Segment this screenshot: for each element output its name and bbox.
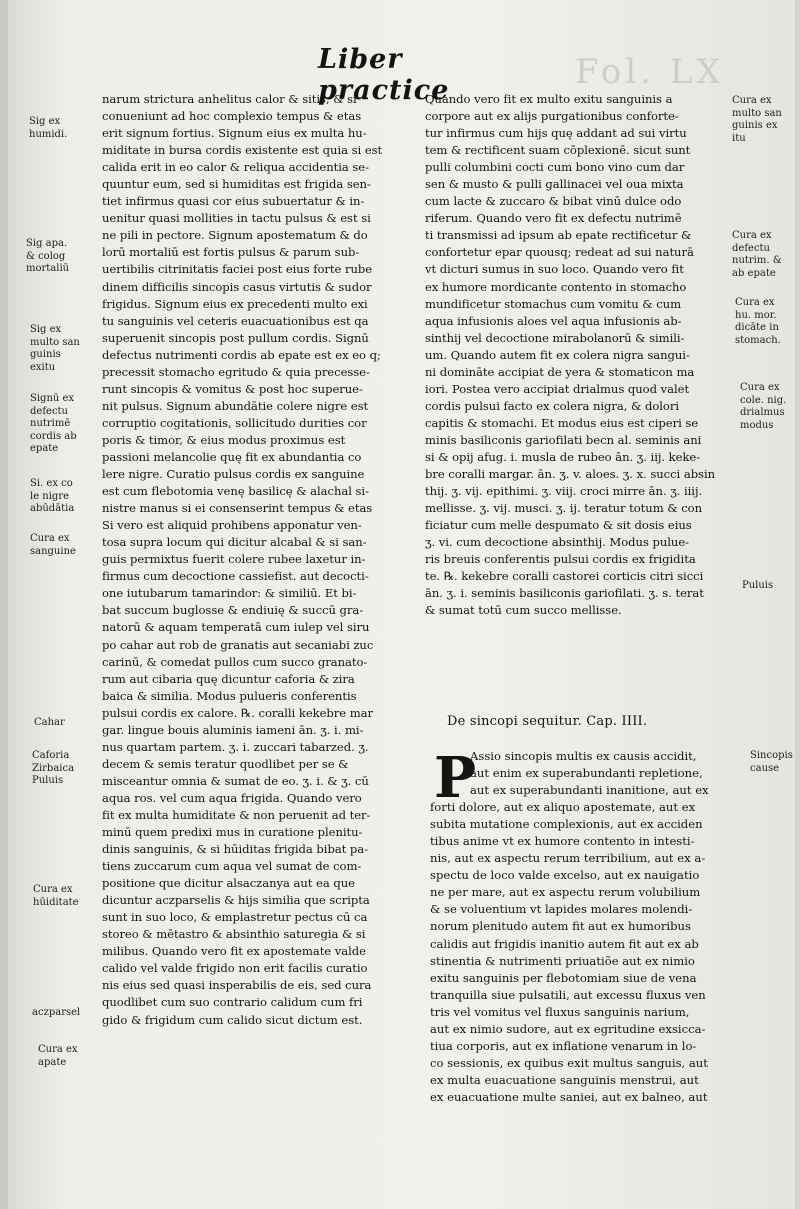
text-line: tur infirmus cum hijs quę addant ad sui virtu [425,126,687,141]
text-line: ān. ʒ. i. seminis basiliconis gariofilati. ʒ. s. terat [425,586,704,601]
text-line: te. ℞. kekebre coralli castorei corticis citri sicci [425,569,704,584]
text-line: calido vel valde frigido non erit facilis curatio [102,961,368,976]
text-line: superuenit sincopis post pullum cordis. Signū [102,330,369,345]
margin-note-line: guinis [30,349,61,360]
text-line: carinū, & comedat pullos cum succo granato- [102,654,368,669]
text-line: gido & frigidum cum calido sicut dictum est. [102,1012,363,1027]
text-line: mellisse. ʒ. vij. musci. ʒ. ij. teratur totum & con [425,501,702,516]
text-line: bre coralli margar. ān. ʒ. v. aloes. ʒ. x. succi absin [425,467,716,482]
text-line: nis eius sed quasi insperabilis de eis, sed cura [102,978,372,993]
text-line: tu sanguinis vel ceteris euacuationibus est qa [102,313,369,328]
margin-note-line: Puluis [32,775,64,786]
text-line: corruptio cogitationis, sollicitudo durities cor [102,415,367,430]
text-line: capitis & stomachi. Et modus eius est ciperi se [425,415,699,430]
margin-note-line: Sig apa. [26,238,68,249]
text-line: frigidus. Signum eius ex precedenti multo exi [102,296,368,311]
text-line: vt dicturi sumus in suo loco. Quando vero fit [425,262,684,277]
margin-note-line: guinis ex [732,120,778,131]
margin-note-line: epate [30,443,59,454]
margin-note-line: cole. nig. [740,394,787,406]
margin-note-line: Cura ex [740,382,780,393]
margin-note-cahar [34,717,65,730]
text-line: aqua ros. vel cum aqua frigida. Quando vero [102,790,362,805]
margin-note-line: Cura ex [30,533,70,544]
margin-note-line: Cura ex [38,1044,78,1055]
text-line: Quando vero fit ex multo exitu sanguinis a [425,92,673,106]
text-line: baica & similia. Modus pulueris conferentis [102,688,357,703]
chapter-text-line: spectu de loco valde excelso, aut ex nauigatio [430,868,700,883]
margin-note-line: & colog [26,250,66,262]
text-line: uenitur quasi mollities in tactu pulsus & est si [102,211,371,226]
text-line: misceantur omnia & sumat de eo. ʒ. i. & ʒ. cū [102,773,369,788]
chapter-text-line: aut enim ex superabundanti repletione, [470,766,703,781]
chapter-text-line: forti dolore, aut ex aliquo apostemate, aut ex [430,800,696,815]
text-line: ficiatur cum melle despumato & sit dosis eius [425,518,692,533]
text-line: riferum. Quando vero fit ex defectu nutrimē [425,211,682,226]
margin-note-line: Sincopis [750,750,793,761]
margin-note-line: defectu [732,242,770,254]
margin-note-line: Sig ex [29,116,61,127]
margin-note-puluis [742,580,773,593]
text-line: ʒ. vi. cum decoctione absinthij. Modus pulue- [425,535,690,550]
text-line: gar. lingue bouis aluminis iameni ān. ʒ. i. mi- [102,722,364,737]
text-line: uertibilis citrinitatis faciei post eius forte rube [102,262,373,277]
text-line: po cahar aut rob de granatis aut secaniabi zuc [102,637,374,652]
text-line: ni domināte accipiat de yera & stomaticon ma [425,364,695,379]
margin-note-sig-humid [29,116,67,141]
chapter-heading: De sincopi sequitur. Cap. IIII. [447,714,648,729]
text-line: um. Quando autem fit ex colera nigra sangui- [425,347,690,362]
margin-note-line: Signū ex [30,393,75,404]
chapter-text-line: tiua corporis, aut ex inflatione venarum in lo- [430,1038,697,1053]
margin-note-line: cordis ab [30,430,77,442]
margin-note-line: nutrim. & [732,255,782,266]
text-line: ex humore mordicante contento in stomacho [425,279,687,294]
text-line: ris breuis conferentis pulsui cordis ex frigidita [425,552,696,567]
margin-note-line: Si. ex co [30,478,73,489]
margin-note-line: sanguine [30,545,76,557]
chapter-text-line: aut ex nimio sudore, aut ex egritudine exsicca- [430,1021,706,1036]
text-line: thij. ʒ. vij. epithimi. ʒ. viij. croci mirre ān. ʒ. iiij. [425,484,703,499]
margin-note-cura-defect [732,230,782,280]
margin-note-line: defectu [30,405,68,417]
margin-note-line: exitu [30,361,56,373]
margin-note-aczparsel [32,1007,80,1020]
margin-note-line: itu [732,132,746,144]
text-line: defectus nutrimenti cordis ab epate est ex eo q; [102,347,381,362]
margin-note-line: Cura ex [732,95,772,106]
text-line: confortetur epar quousq; redeat ad sui naturā [425,245,694,260]
page-gutter-shadow [0,0,8,1209]
text-line: lorū mortaliū est fortis pulsus & parum sub- [102,245,360,260]
margin-note-line: abūdātia [30,503,75,514]
margin-note-caforia [32,750,74,788]
text-line: sen & musto & pulli gallinacei vel oua mixta [425,177,684,192]
margin-note-line: apate [38,1056,67,1068]
text-line: quodlibet cum suo contrario calidum cum fri [102,995,363,1010]
text-line: nus quartam partem. ʒ. i. zuccari tabarzed. ʒ. [102,739,369,754]
text-line: ne pili in pectore. Signum apostematum & do [102,228,368,243]
margin-note-line: stomach. [735,334,781,346]
text-line: cordis pulsui facto ex colera nigra, & dolori [425,398,679,413]
bleed-through-text: Fol. LX [575,52,725,92]
text-line: nit pulsus. Signum abundātie colere nigre est [102,398,369,413]
text-line: pulli columbini cocti cum bono vino cum dar [425,160,685,175]
text-line: aqua infusionis aloes vel aqua infusionis ab- [425,313,682,328]
drop-capital: P [434,745,477,811]
text-line: lere nigre. Curatio pulsus cordis ex sanguine [102,467,365,482]
text-line: quuntur eum, sed si humiditas est frigida sen- [102,177,371,192]
left-text-column [102,91,420,1029]
text-line: storeo & mētastro & absinthio saturegia & si [102,927,366,942]
chapter-text-line: Assio sincopis multis ex causis accidit, [470,749,697,763]
text-line: narum strictura anhelitus calor & sitis, & si [102,92,357,106]
text-line: decem & semis teratur quodlibet per se & [102,756,349,771]
text-line: sinthij vel decoctione mirabolanorū & simili- [425,330,685,345]
text-line: rum aut cibaria quę dicuntur caforia & zira [102,671,355,686]
text-line: poris & timor, & eius modus proximus est [102,432,346,447]
text-line: si & opij afug. i. musla de rubeo ān. ʒ. iij. keke- [425,449,701,464]
margin-note-line: dicāte in [735,322,779,333]
margin-note-sig-defect [30,393,77,456]
text-line: fit ex multa humiditate & non peruenit ad ter- [102,807,371,822]
text-line: mundificetur stomachus cum vomitu & cum [425,296,682,311]
margin-note-line: Zirbaica [32,762,75,774]
text-line: sunt in suo loco, & emplastretur pectus cū ca [102,910,368,925]
chapter-text-line: ex euacuatione multe saniei, aut ex balneo, aut [430,1089,708,1104]
text-line: iori. Postea vero accipiat drialmus quod valet [425,381,690,396]
margin-note-line: nutrimē [30,418,71,429]
margin-note-sig-apost [26,238,69,276]
margin-note-cura-cole-nig [740,382,786,432]
chapter-text-line: co sessionis, ex quibus exit multus sanguis, aut [430,1055,708,1070]
margin-note-sincopis-cause [750,750,793,775]
margin-note-line: multo san [732,107,782,119]
margin-note-cura-multo [732,95,782,145]
text-line: bat succum buglosse & endiuię & succū gra- [102,603,364,618]
margin-note-line: Puluis [742,580,774,591]
margin-note-line: mortaliū [26,263,70,274]
text-line: precessit stomacho egritudo & quia precesse- [102,364,370,379]
margin-note-line: modus [740,419,774,431]
margin-note-line: Sig ex [30,324,62,335]
chapter-text [430,748,709,1106]
margin-note-line: cause [750,762,780,774]
chapter-text-line: ne per mare, aut ex aspectu rerum volubilium [430,885,701,900]
text-line: & sumat totū cum succo mellisse. [425,603,622,618]
page-edge-shadow [795,0,800,1209]
chapter-text-line: norum plenitudo autem fit aut ex humoribus [430,919,691,934]
chapter-text-line: tibus anime vt ex humore contento in intesti- [430,834,695,849]
chapter-text-line: calidis aut frigidis inanitio autem fit aut ex ab [430,936,699,951]
text-line: ti transmissi ad ipsum ab epate rectificetur & [425,228,692,243]
chapter-text-line: nis, aut ex aspectu rerum terribilium, aut ex a- [430,851,706,866]
chapter-text-line: exitu sanguinis per flebotomiam siue de vena [430,970,697,985]
text-line: est cum flebotomia venę basilicę & alachal si- [102,484,369,499]
margin-note-line: ab epate [732,267,776,279]
text-line: erit signum fortius. Signum eius ex multa hu- [102,126,367,141]
text-line: positione que dicitur alsaczanya aut ea que [102,876,355,891]
text-line: runt sincopis & vomitus & post hoc superue- [102,381,363,396]
chapter-text-line: aut ex superabundanti inanitione, aut ex [470,783,709,798]
text-line: cum lacte & zuccaro & bibat vinū dulce odo [425,194,682,209]
text-line: conueniunt ad hoc complexio tempus & etas [102,109,362,124]
margin-note-line: le nigre [30,490,70,502]
text-line: tosa supra locum qui dicitur alcabal & si san- [102,535,367,550]
chapter-text-line: subita mutatione complexionis, aut ex acciden [430,817,703,832]
margin-note-cura-humid [33,884,79,909]
margin-note-line: humidi. [29,128,68,140]
margin-note-cura-sang [30,533,76,558]
text-line: dicuntur aczparselis & hijs similia que scripta [102,893,370,908]
text-line: natorū & aquam temperatā cum iulep vel siru [102,620,370,635]
chapter-text-line: ex multa euacuatione sanguinis menstrui, aut [430,1072,699,1087]
chapter-text-line: & se voluentium vt lapides molares molendi- [430,902,693,917]
text-line: tiet infirmus quasi cor eius subuertatur & in- [102,194,365,209]
text-line: corpore aut ex alijs purgationibus conforte- [425,109,679,124]
margin-note-line: Cura ex [732,230,772,241]
text-line: pulsui cordis ex calore. ℞. coralli kekebre mar [102,705,374,720]
text-line: Si vero est aliquid prohibens apponatur ven- [102,518,362,533]
margin-note-cura-hu-mor [735,297,781,347]
text-line: minū quem predixi mus in curatione plenitu- [102,825,363,840]
chapter-text-line: tris vel vomitus vel fluxus sanguinis narium, [430,1004,690,1019]
margin-note-si-colere [30,478,74,516]
margin-note-line: Cura ex [735,297,775,308]
text-line: guis permixtus fuerit colere rubee laxetur in- [102,552,366,567]
text-line: passioni melancolie quę fit ex abundantia co [102,449,362,464]
text-line: one iutubarum tamarindor: & similiū. Et bi- [102,586,357,601]
margin-note-line: drialmus [740,407,785,418]
text-line: dinem difficilis sincopis casus virtutis & sudor [102,279,372,294]
running-header: Liber practice [318,44,450,106]
text-line: miditate in bursa cordis existente est quia si est [102,143,383,158]
margin-note-line: Cahar [34,717,65,728]
text-line: calida erit in eo calor & reliqua accidentia se- [102,160,369,175]
margin-note-line: hu. mor. [735,309,777,321]
margin-note-line: Cura ex [33,884,73,895]
text-line: milibus. Quando vero fit ex apostemate valde [102,944,366,959]
margin-note-sig-multo [30,324,80,374]
text-line: tiens zuccarum cum aqua vel sumat de com- [102,859,362,874]
text-line: firmus cum decoctione cassiefist. aut decocti- [102,569,369,584]
margin-note-line: multo san [30,336,80,348]
margin-note-line: Caforia [32,750,70,761]
chapter-text-line: tranquilla siue pulsatili, aut excessu fluxus ven [430,987,706,1002]
right-text-column [425,91,730,619]
margin-note-line: hūiditate [33,896,79,908]
margin-note-line: aczparsel [32,1007,81,1018]
text-line: nistre manus si ei consenserint tempus & etas [102,501,373,516]
chapter-text-line: stinentia & nutrimenti priuatiõe aut ex nimio [430,953,695,968]
text-line: tem & rectificent suam cōplexionē. sicut sunt [425,143,691,158]
text-line: dinis sanguinis, & si hūiditas frigida bibat pa- [102,842,369,857]
margin-note-cura-apate [38,1044,78,1069]
text-line: minis basiliconis gariofilati becn al. seminis ani [425,432,702,447]
